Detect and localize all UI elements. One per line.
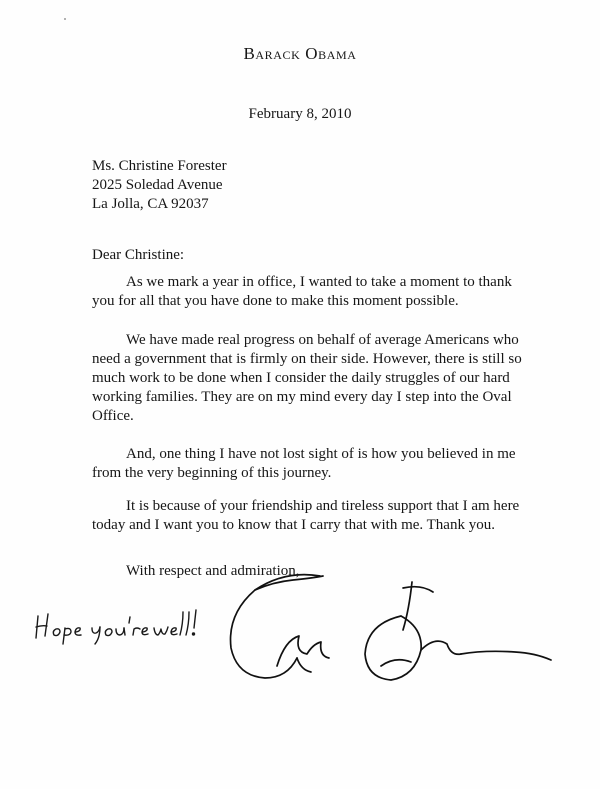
body-paragraph-4: It is because of your friendship and tireless support that I am here today and I want you to know that I carry that with me. Thank you. [92,498,520,533]
signature [225,570,555,720]
recipient-name: Ms. Christine Forester [92,158,227,174]
recipient-address [92,157,227,214]
handwritten-note [30,602,200,646]
recipient-street: 2025 Soledad Avenue [92,177,223,193]
body-paragraph-2: We have made real progress on behalf of average Americans who need a government that is firmly on their side. However, there is still so much work to be done when I consider the daily struggles of our hard working families. They are on my mind every day I step into the Oval Office. [92,332,522,424]
salutation: Dear Christine: [92,247,185,263]
letterhead: Barack Obama [243,44,357,63]
signature-ink [225,570,555,720]
paper-speck [64,18,66,20]
closing-line: With respect and admiration, [126,563,300,579]
letter-date: February 8, 2010 [248,106,352,122]
recipient-city: La Jolla, CA 92037 [92,196,209,212]
body-paragraph-1: As we mark a year in office, I wanted to take a moment to thank you for all that you have done to make this moment possible. [92,274,512,309]
body-paragraph-3: And, one thing I have not lost sight of is how you believed in me from the very beginning of this journey. [92,446,516,481]
